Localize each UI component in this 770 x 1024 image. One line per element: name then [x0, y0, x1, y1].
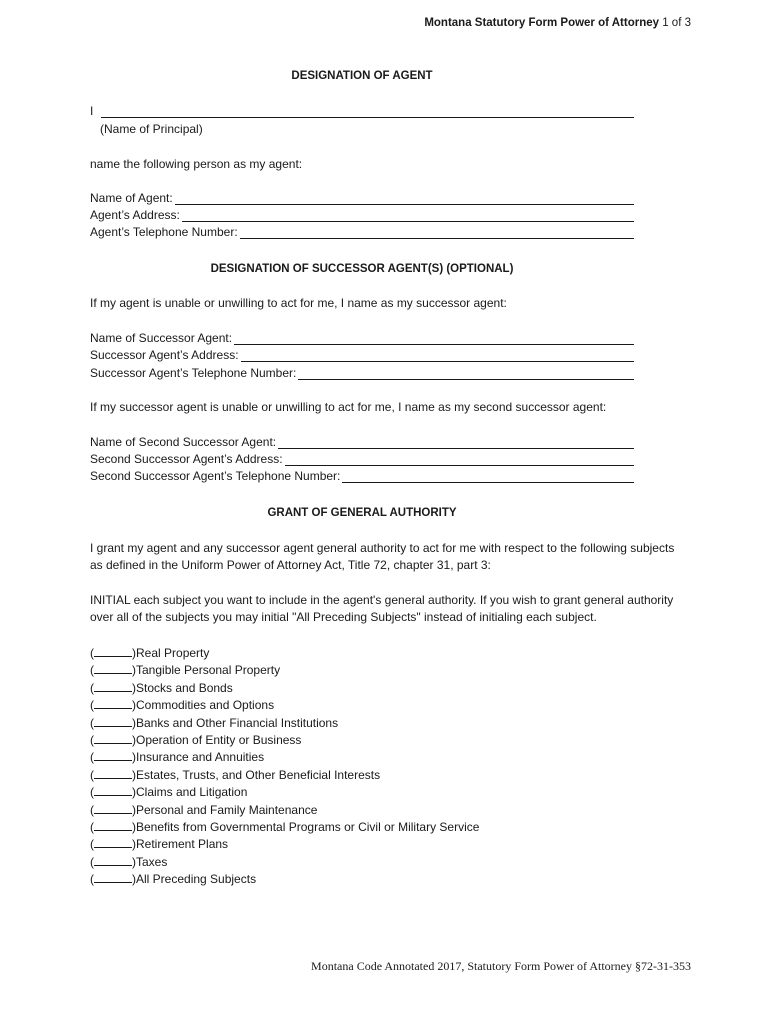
subject-item — [90, 854, 167, 871]
close-paren: ) — [132, 663, 136, 678]
subject-item — [90, 680, 233, 697]
subject-label: Benefits from Governmental Programs or Civil or Military Service — [136, 820, 480, 834]
agent-address-blank[interactable] — [182, 209, 634, 222]
close-paren: ) — [132, 872, 136, 887]
open-paren: ( — [90, 767, 94, 782]
open-paren: ( — [90, 785, 94, 800]
second-successor-name-label: Name of Second Successor Agent: — [90, 435, 277, 449]
initial-blank[interactable] — [94, 680, 132, 692]
initial-blank[interactable] — [94, 871, 132, 883]
close-paren: ) — [132, 715, 136, 730]
close-paren: ) — [132, 698, 136, 713]
successor-phone-field[interactable] — [90, 366, 634, 380]
open-paren: ( — [90, 854, 94, 869]
subject-label: Personal and Family Maintenance — [136, 802, 318, 817]
successor-address-label: Successor Agent’s Address: — [90, 348, 239, 362]
open-paren: ( — [90, 680, 94, 695]
principal-i-label: I — [90, 104, 94, 118]
close-paren: ) — [132, 646, 136, 660]
successor-phone-label: Successor Agent’s Telephone Number: — [90, 366, 297, 380]
successor-intro: If my agent is unable or unwilling to act for me, I name as my successor agent: — [90, 296, 507, 310]
successor-heading: DESIGNATION OF SUCCESSOR AGENT(S) (OPTIONAL) — [210, 263, 514, 275]
subject-label: Retirement Plans — [136, 837, 229, 852]
designation-agent-heading: DESIGNATION OF AGENT — [291, 70, 433, 82]
subject-item — [90, 819, 479, 836]
principal-name-field[interactable] — [90, 104, 634, 118]
successor-phone-blank[interactable] — [298, 367, 634, 380]
open-paren: ( — [90, 663, 94, 678]
subject-item — [90, 645, 209, 662]
agent-name-label: Name of Agent: — [90, 191, 173, 205]
close-paren: ) — [132, 785, 136, 800]
open-paren: ( — [90, 750, 94, 765]
second-successor-address-blank[interactable] — [285, 453, 634, 466]
page-footer: Montana Code Annotated 2017, Statutory Form Power of Attorney §72-31-353 — [311, 959, 691, 973]
open-paren: ( — [90, 802, 94, 817]
second-successor-name-field[interactable] — [90, 435, 634, 449]
subject-item — [90, 732, 301, 749]
successor-address-blank[interactable] — [241, 349, 634, 362]
initial-blank[interactable] — [94, 732, 132, 744]
subject-label: Tangible Personal Property — [136, 663, 281, 678]
second-successor-intro: If my successor agent is unable or unwilling to act for me, I name as my second successor agent: — [90, 400, 607, 414]
open-paren: ( — [90, 715, 94, 730]
close-paren: ) — [132, 733, 136, 747]
close-paren: ) — [132, 820, 136, 834]
close-paren: ) — [132, 854, 136, 869]
header-page-number: 1 of 3 — [662, 17, 691, 29]
subject-label: Insurance and Annuities — [136, 750, 265, 765]
general-authority-paragraph-1: I grant my agent and any successor agent general authority to act for me with respect to the following subjects as defined in the Uniform Power of Attorney Act, Title 72, chapter 31, part 3: — [90, 541, 675, 572]
subject-item — [90, 767, 380, 784]
subject-item — [90, 836, 228, 853]
agent-phone-blank[interactable] — [240, 226, 634, 239]
open-paren: ( — [90, 837, 94, 852]
subject-item — [90, 662, 280, 679]
page-header — [424, 17, 691, 29]
general-authority-heading: GRANT OF GENERAL AUTHORITY — [267, 507, 457, 519]
subject-item — [90, 802, 317, 819]
open-paren: ( — [90, 872, 94, 887]
initial-blank[interactable] — [94, 697, 132, 709]
second-successor-name-blank[interactable] — [278, 436, 634, 449]
subject-item — [90, 697, 274, 714]
initial-blank[interactable] — [94, 802, 132, 814]
subject-label: Banks and Other Financial Institutions — [136, 715, 339, 730]
header-title: Montana Statutory Form Power of Attorney — [424, 17, 660, 29]
initial-blank[interactable] — [94, 836, 132, 848]
second-successor-address-field[interactable] — [90, 452, 634, 466]
agent-phone-field[interactable] — [90, 225, 634, 239]
initial-blank[interactable] — [94, 767, 132, 779]
subject-label: Claims and Litigation — [136, 785, 248, 800]
second-successor-phone-blank[interactable] — [342, 470, 634, 483]
initial-blank[interactable] — [94, 819, 132, 831]
subject-label: Real Property — [136, 646, 210, 660]
initial-blank[interactable] — [94, 645, 132, 657]
agent-intro: name the following person as my agent: — [90, 157, 303, 171]
subject-label: Operation of Entity or Business — [136, 733, 302, 747]
initial-blank[interactable] — [94, 662, 132, 674]
close-paren: ) — [132, 680, 136, 695]
subject-label: Estates, Trusts, and Other Beneficial Interests — [136, 767, 381, 782]
subject-label: Commodities and Options — [136, 698, 275, 713]
agent-phone-label: Agent’s Telephone Number: — [90, 225, 238, 239]
close-paren: ) — [132, 750, 136, 765]
subject-label: Stocks and Bonds — [136, 680, 233, 695]
subject-item — [90, 715, 338, 732]
agent-address-label: Agent’s Address: — [90, 208, 180, 222]
close-paren: ) — [132, 802, 136, 817]
initial-blank[interactable] — [94, 749, 132, 761]
second-successor-phone-label: Second Successor Agent’s Telephone Number: — [90, 469, 341, 483]
second-successor-address-label: Second Successor Agent’s Address: — [90, 452, 283, 466]
open-paren: ( — [90, 646, 94, 660]
general-authority-paragraph-2: INITIAL each subject you want to include in the agent's general authority. If you wish to grant general authority over all of the subjects you may initial "All Preceding Subjects" instead of initialing each subject. — [90, 593, 674, 624]
principal-name-blank[interactable] — [101, 105, 634, 118]
principal-caption: (Name of Principal) — [100, 122, 203, 136]
close-paren: ) — [132, 767, 136, 782]
open-paren: ( — [90, 698, 94, 713]
successor-name-blank[interactable] — [234, 332, 634, 345]
initial-blank[interactable] — [94, 715, 132, 727]
open-paren: ( — [90, 820, 94, 834]
close-paren: ) — [132, 837, 136, 852]
open-paren: ( — [90, 733, 94, 747]
agent-name-blank[interactable] — [175, 192, 634, 205]
subject-label: Taxes — [136, 854, 168, 869]
successor-name-label: Name of Successor Agent: — [90, 331, 233, 345]
initial-blank[interactable] — [94, 854, 132, 866]
subject-item — [90, 784, 247, 801]
second-successor-phone-field[interactable] — [90, 469, 634, 483]
agent-address-field[interactable] — [90, 208, 634, 222]
subject-item — [90, 871, 256, 888]
successor-address-field[interactable] — [90, 348, 634, 362]
subject-label: All Preceding Subjects — [136, 872, 257, 887]
initial-blank[interactable] — [94, 784, 132, 796]
subject-item — [90, 749, 264, 766]
successor-name-field[interactable] — [90, 331, 634, 345]
agent-name-field[interactable] — [90, 191, 634, 205]
